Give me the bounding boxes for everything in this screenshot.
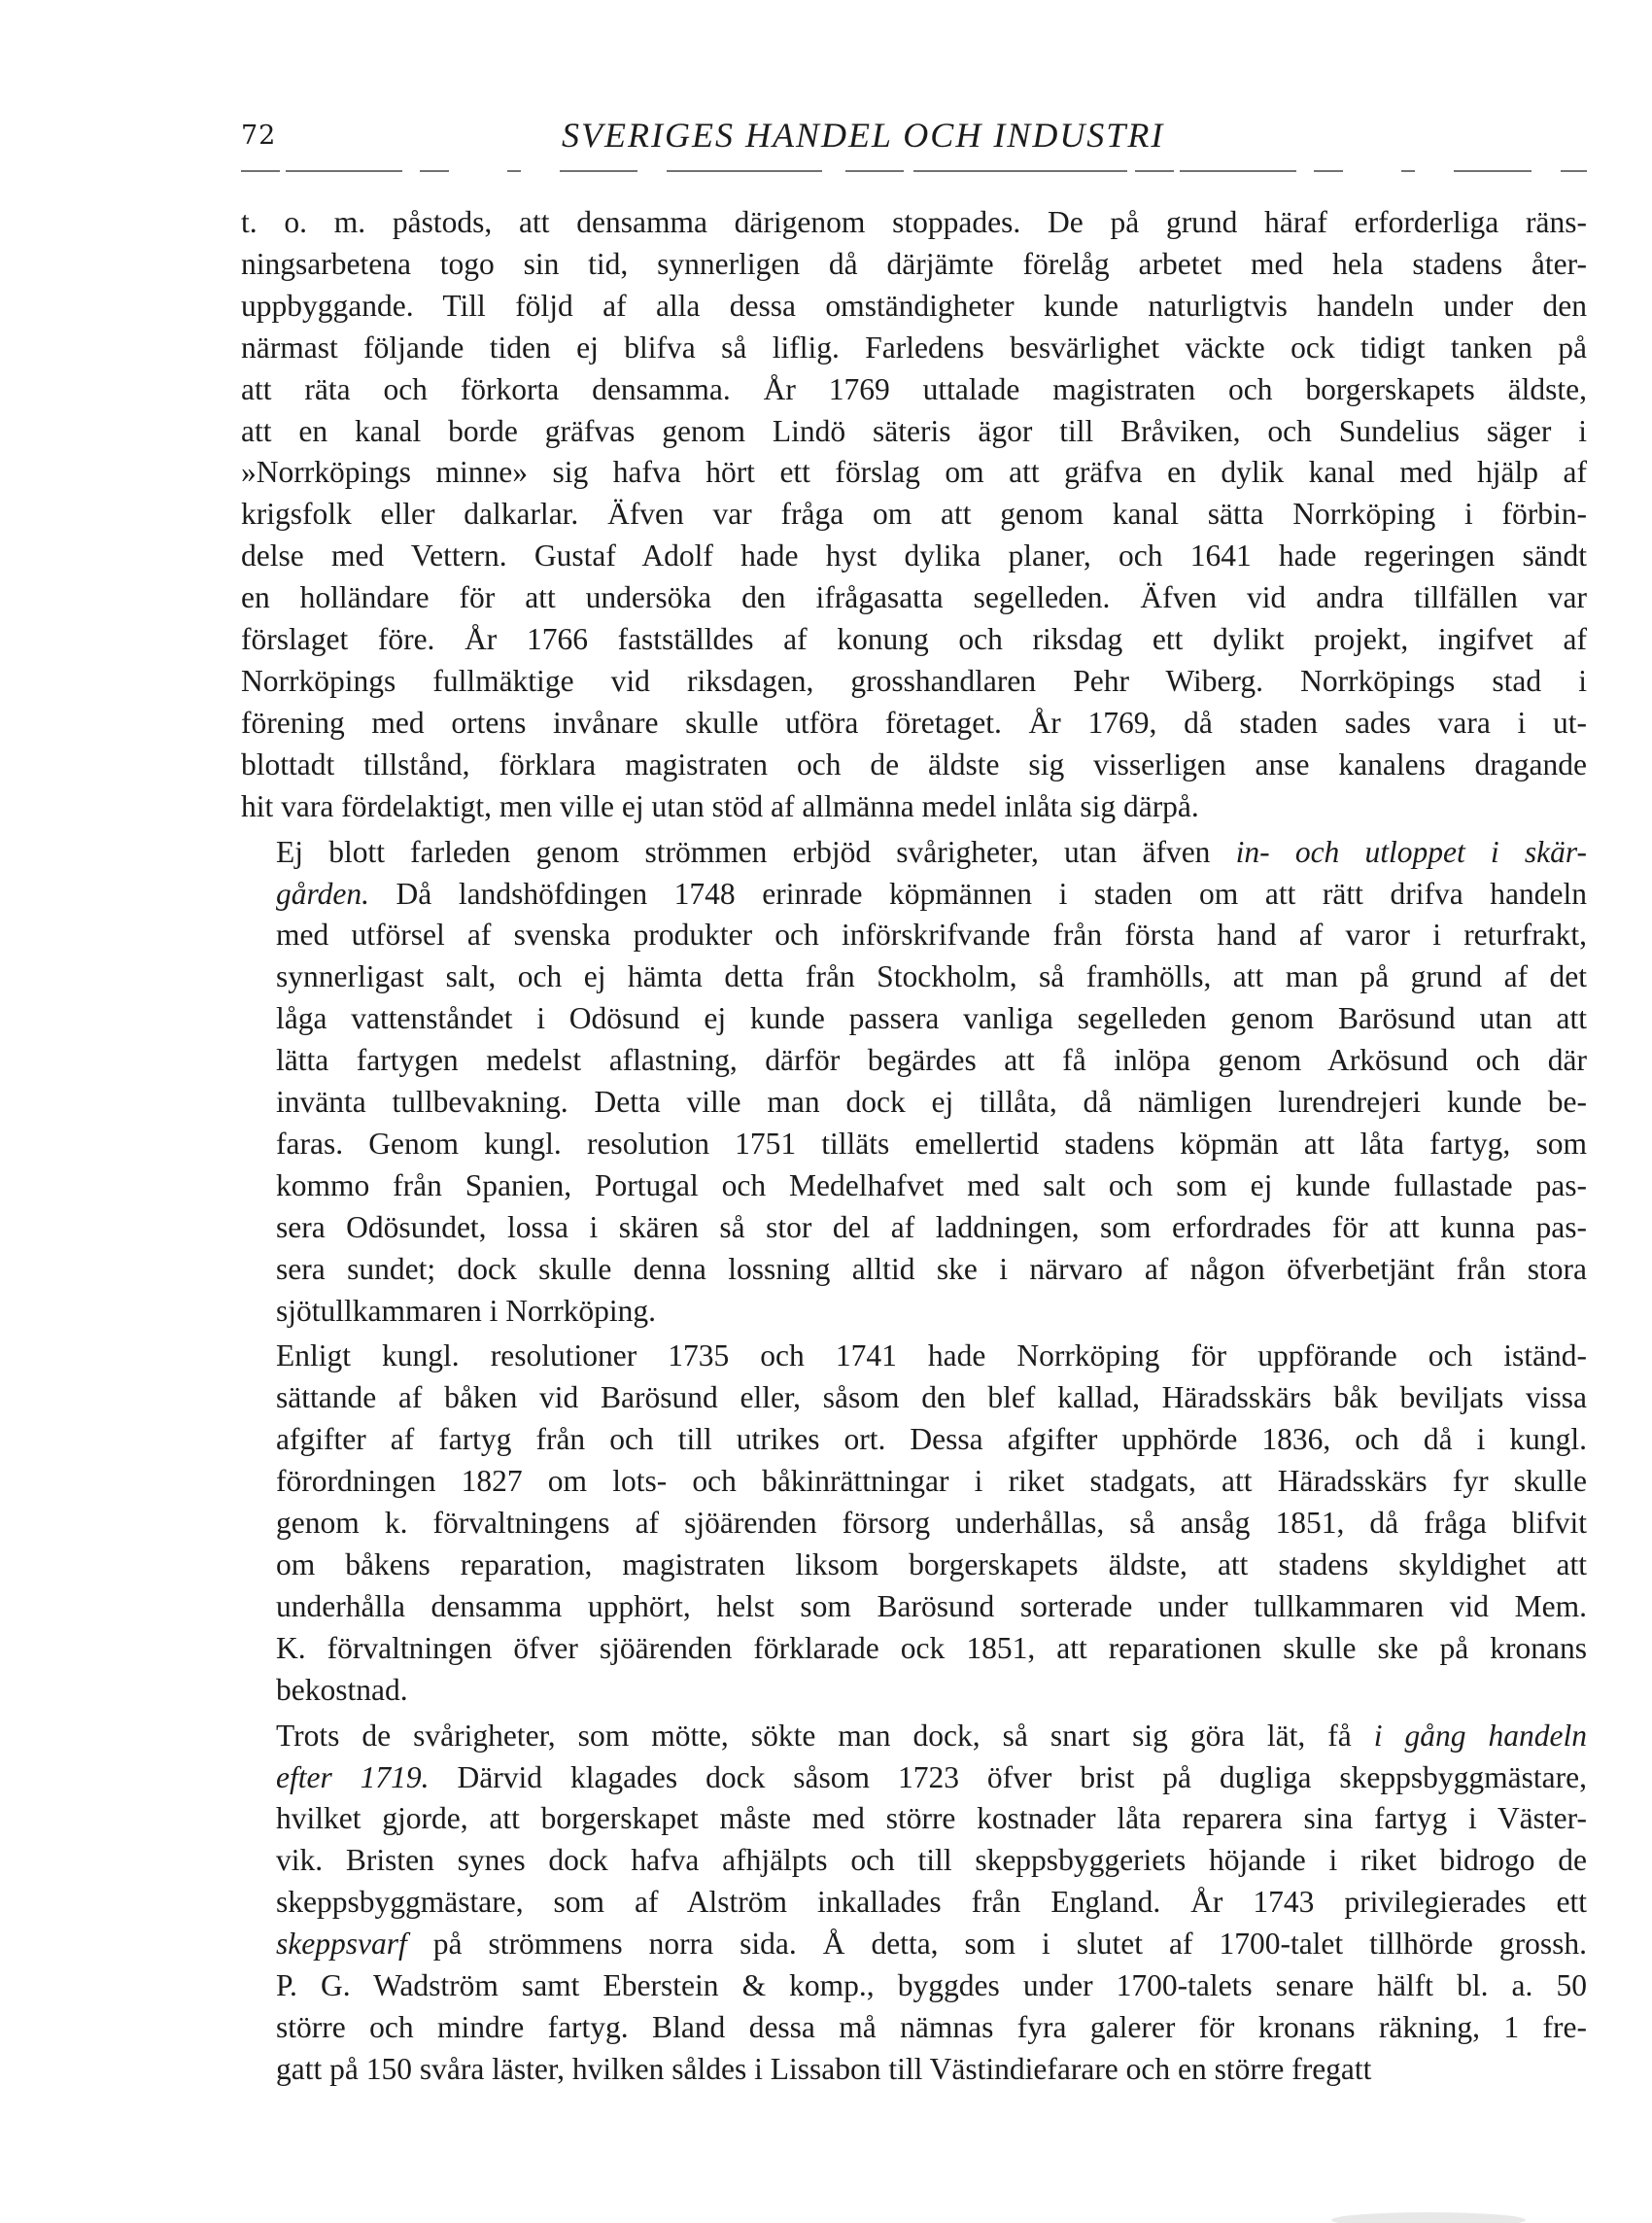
text-line: synnerligast salt, och ej hämta detta från Stockholm, så framhölls, att man på grund af det: [276, 959, 1587, 994]
text-line: hvilket gjorde, att borgerskapet måste med större kostnader låta reparera sina fartyg i Väster-: [276, 1801, 1587, 1836]
text-line: invänta tullbevakning. Detta ville man dock ej tillåta, då nämligen lurendrejeri kunde be-: [276, 1085, 1587, 1120]
text-line: krigsfolk eller dalkarlar. Äfven var fråga om att genom kanal sätta Norrköping i förbin-: [241, 497, 1587, 532]
text-line: om båkens reparation, magistraten liksom borgerskapets äldste, att stadens skyldighet att: [276, 1547, 1587, 1581]
text-line: K. förvaltningen öfver sjöärenden förklarade ock 1851, att reparationen skulle ske på kronans: [276, 1630, 1587, 1665]
paragraph: [241, 1716, 1587, 2091]
text-line: genom k. förvaltningens af sjöärenden försorg underhållas, så ansåg 1851, då fråga blifvit: [276, 1506, 1587, 1541]
text-line: ningsarbetena togo sin tid, synnerligen då därjämte förelåg arbetet med hela stadens åter-: [241, 246, 1587, 281]
text-line: sera sundet; dock skulle denna lossning alltid ske i närvaro af någon öfverbetjänt från stora: [276, 1251, 1587, 1286]
text-line: »Norrköpings minne» sig hafva hört ett förslag om att gräfva en dylik kanal med hjälp af: [241, 455, 1587, 490]
scan-smudge: [1322, 2199, 1535, 2223]
text-line: skeppsbyggmästare, som af Alström inkallades från England. År 1743 privilegierades ett: [276, 1885, 1587, 1920]
text-line: uppbyggande. Till följd af alla dessa omständigheter kunde naturligtvis handeln under den: [241, 288, 1587, 323]
text-line: förordningen 1827 om lots- och båkinrättningar i riket stadgats, att Häradsskärs fyr skulle: [276, 1464, 1587, 1499]
text-line: låga vattenståndet i Odösund ej kunde passera vanliga segelleden genom Barösund utan att: [276, 1001, 1587, 1036]
text-line: förening med ortens invånare skulle utföra företaget. År 1769, då staden sades vara i ut-: [241, 705, 1587, 740]
text-line: gården. Då landshöfdingen 1748 erinrade köpmännen i staden om att rätt drifva handeln: [276, 876, 1587, 911]
paragraph: [241, 1336, 1587, 1711]
text-line: sera Odösundet, lossa i skären så stor del af laddningen, som erfordrades för att kunna pas-: [276, 1209, 1587, 1244]
text-line: en holländare för att undersöka den ifrågasatta segelleden. Äfven vid andra tillfällen var: [241, 580, 1587, 615]
text-line: delse med Vettern. Gustaf Adolf hade hyst dylika planer, och 1641 hade regeringen sändt: [241, 538, 1587, 573]
text-line: vik. Bristen synes dock hafva afhjälpts och till skeppsbyggeriets höjande i riket bidrogo de: [276, 1843, 1587, 1878]
text-line: att en kanal borde gräfvas genom Lindö säteris ägor till Bråviken, och Sundelius säger i: [241, 413, 1587, 448]
text-line: Trots de svårigheter, som mötte, sökte man dock, så snart sig göra lät, få i gång handeln: [276, 1718, 1587, 1753]
page-number: 72: [241, 121, 277, 151]
page-header: [241, 115, 1587, 163]
text-line: närmast följande tiden ej blifva så liflig. Farledens besvärlighet väckte ock tidigt tanken på: [241, 330, 1587, 365]
text-line: sättande af båken vid Barösund eller, såsom den blef kallad, Häradsskärs båk beviljats vissa: [276, 1380, 1587, 1415]
text-line: faras. Genom kungl. resolution 1751 tilläts emellertid stadens köpmän att låta fartyg, som: [276, 1126, 1587, 1161]
text-line: större och mindre fartyg. Bland dessa må nämnas fyra galerer för kronans räkning, 1 fre-: [276, 2009, 1587, 2044]
text-line: gatt på 150 svåra läster, hvilken såldes i Lissabon till Västindiefarare och en större fregatt: [276, 2051, 1372, 2086]
text-line: t. o. m. påstods, att densamma därigenom stoppades. De på grund häraf erforderliga räns-: [241, 205, 1587, 239]
header-rule: [241, 167, 1587, 175]
text-line: underhålla densamma upphört, helst som Barösund sorterade under tullkammaren vid Mem.: [276, 1588, 1587, 1623]
text-line: skeppsvarf på strömmens norra sida. Å detta, som i slutet af 1700-talet tillhörde grossh.: [276, 1927, 1587, 1962]
text-line: förslaget före. År 1766 fastställdes af konung och riksdag ett dylikt projekt, ingifvet af: [241, 622, 1587, 657]
text-line: Enligt kungl. resolutioner 1735 och 1741 hade Norrköping för uppförande och iständ-: [276, 1338, 1587, 1373]
text-line: blottadt tillstånd, förklara magistraten och de äldste sig visserligen anse kanalens dragande: [241, 747, 1587, 782]
text-line: P. G. Wadström samt Eberstein & komp., byggdes under 1700-talets senare hälft bl. a. 50: [276, 1968, 1587, 2003]
paragraph: [241, 832, 1587, 1333]
running-title: SVERIGES HANDEL OCH INDUSTRI: [562, 116, 1165, 155]
text-line: Norrköpings fullmäktige vid riksdagen, grosshandlaren Pehr Wiberg. Norrköpings stad i: [241, 663, 1587, 698]
body-text: [241, 202, 1587, 2095]
text-line: hit vara fördelaktigt, men ville ej utan stöd af allmänna medel inlåta sig därpå.: [241, 788, 1199, 823]
text-line: efter 1719. Därvid klagades dock såsom 1723 öfver brist på dugliga skeppsbyggmästare,: [276, 1759, 1587, 1794]
text-line: kommo från Spanien, Portugal och Medelhafvet med salt och som ej kunde fullastade pas-: [276, 1167, 1587, 1202]
paragraph: [241, 202, 1587, 828]
text-line: lätta fartygen medelst aflastning, därför begärdes att få inlöpa genom Arkösund och där: [276, 1043, 1587, 1078]
text-line: sjötullkammaren i Norrköping.: [276, 1293, 657, 1328]
text-line: med utförsel af svenska produkter och införskrifvande från första hand af varor i returfrakt,: [276, 918, 1587, 953]
text-line: afgifter af fartyg från och till utrikes ort. Dessa afgifter upphörde 1836, och då i kungl.: [276, 1422, 1587, 1457]
text-line: bekostnad.: [276, 1672, 408, 1707]
text-line: Ej blott farleden genom strömmen erbjöd svårigheter, utan äfven in- och utloppet i skär-: [276, 834, 1587, 869]
text-line: att räta och förkorta densamma. År 1769 uttalade magistraten och borgerskapets äldste,: [241, 371, 1587, 406]
